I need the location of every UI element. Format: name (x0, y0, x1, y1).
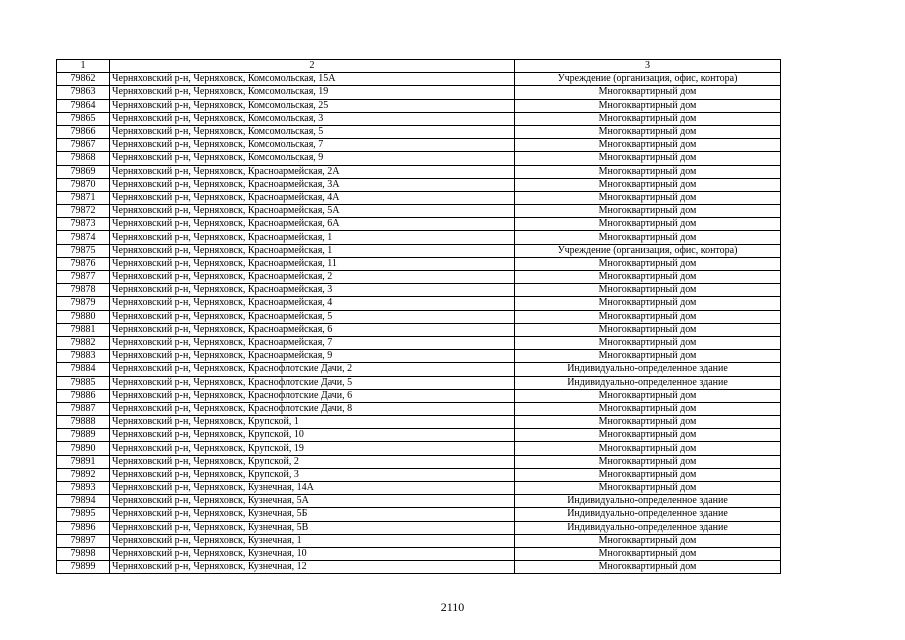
row-building-type: Многоквартирный дом (515, 99, 781, 112)
table-row (57, 271, 781, 284)
row-address: Черняховский р-н, Черняховск, Кузнечная, 10 (110, 547, 515, 560)
row-number: 79871 (57, 191, 110, 204)
row-number: 79895 (57, 508, 110, 521)
row-building-type: Многоквартирный дом (515, 125, 781, 138)
row-address: Черняховский р-н, Черняховск, Красноармейская, 4 (110, 297, 515, 310)
row-address: Черняховский р-н, Черняховск, Крупской, 1 (110, 416, 515, 429)
table-body (57, 60, 781, 574)
row-building-type: Многоквартирный дом (515, 416, 781, 429)
row-address: Черняховский р-н, Черняховск, Кузнечная, 5А (110, 495, 515, 508)
row-building-type: Многоквартирный дом (515, 455, 781, 468)
row-building-type: Многоквартирный дом (515, 389, 781, 402)
row-address: Черняховский р-н, Черняховск, Крупской, 10 (110, 429, 515, 442)
row-building-type: Многоквартирный дом (515, 271, 781, 284)
row-building-type: Многоквартирный дом (515, 231, 781, 244)
row-number: 79892 (57, 468, 110, 481)
table-row (57, 455, 781, 468)
table-row (57, 257, 781, 270)
row-number: 79889 (57, 429, 110, 442)
row-number: 79890 (57, 442, 110, 455)
row-building-type: Многоквартирный дом (515, 468, 781, 481)
table-row (57, 125, 781, 138)
row-address: Черняховский р-н, Черняховск, Красноармейская, 3 (110, 284, 515, 297)
header-col-2: 2 (110, 60, 515, 73)
table-header-row (57, 60, 781, 73)
row-address: Черняховский р-н, Черняховск, Комсомольская, 19 (110, 86, 515, 99)
row-number: 79864 (57, 99, 110, 112)
row-number: 79893 (57, 482, 110, 495)
table-row (57, 284, 781, 297)
row-building-type: Индивидуально-определенное здание (515, 376, 781, 389)
row-building-type: Многоквартирный дом (515, 310, 781, 323)
row-building-type: Многоквартирный дом (515, 402, 781, 415)
row-address: Черняховский р-н, Черняховск, Комсомольская, 3 (110, 112, 515, 125)
row-building-type: Многоквартирный дом (515, 218, 781, 231)
table-row (57, 495, 781, 508)
row-number: 79894 (57, 495, 110, 508)
table-row (57, 363, 781, 376)
row-address: Черняховский р-н, Черняховск, Красноармейская, 1 (110, 231, 515, 244)
table-row (57, 521, 781, 534)
row-building-type: Многоквартирный дом (515, 561, 781, 574)
registry-table (56, 59, 781, 574)
table-row (57, 99, 781, 112)
table-row (57, 244, 781, 257)
row-address: Черняховский р-н, Черняховск, Кузнечная, 1 (110, 534, 515, 547)
table-row (57, 442, 781, 455)
table-row (57, 416, 781, 429)
table-row (57, 482, 781, 495)
row-number: 79880 (57, 310, 110, 323)
row-number: 79862 (57, 73, 110, 86)
row-building-type: Многоквартирный дом (515, 482, 781, 495)
row-address: Черняховский р-н, Черняховск, Красноармейская, 9 (110, 350, 515, 363)
row-building-type: Многоквартирный дом (515, 350, 781, 363)
row-address: Черняховский р-н, Черняховск, Красноармейская, 1 (110, 244, 515, 257)
row-address: Черняховский р-н, Черняховск, Красноармейская, 5 (110, 310, 515, 323)
row-building-type: Многоквартирный дом (515, 284, 781, 297)
row-address: Черняховский р-н, Черняховск, Красноармейская, 4А (110, 191, 515, 204)
row-building-type: Многоквартирный дом (515, 323, 781, 336)
row-number: 79866 (57, 125, 110, 138)
row-address: Черняховский р-н, Черняховск, Краснофлотские Дачи, 6 (110, 389, 515, 402)
table-row (57, 297, 781, 310)
row-number: 79875 (57, 244, 110, 257)
row-number: 79896 (57, 521, 110, 534)
row-address: Черняховский р-н, Черняховск, Красноармейская, 2 (110, 271, 515, 284)
row-building-type: Многоквартирный дом (515, 139, 781, 152)
row-number: 79869 (57, 165, 110, 178)
row-number: 79897 (57, 534, 110, 547)
row-number: 79876 (57, 257, 110, 270)
row-number: 79878 (57, 284, 110, 297)
row-number: 79863 (57, 86, 110, 99)
row-address: Черняховский р-н, Черняховск, Крупской, 2 (110, 455, 515, 468)
row-building-type: Многоквартирный дом (515, 336, 781, 349)
row-building-type: Многоквартирный дом (515, 547, 781, 560)
row-address: Черняховский р-н, Черняховск, Комсомольская, 7 (110, 139, 515, 152)
row-address: Черняховский р-н, Черняховск, Красноармейская, 6 (110, 323, 515, 336)
row-address: Черняховский р-н, Черняховск, Комсомольская, 25 (110, 99, 515, 112)
row-address: Черняховский р-н, Черняховск, Краснофлотские Дачи, 8 (110, 402, 515, 415)
row-number: 79899 (57, 561, 110, 574)
table-row (57, 112, 781, 125)
table-row (57, 323, 781, 336)
row-number: 79868 (57, 152, 110, 165)
table-row (57, 191, 781, 204)
row-address: Черняховский р-н, Черняховск, Красноармейская, 3А (110, 178, 515, 191)
row-address: Черняховский р-н, Черняховск, Комсомольская, 9 (110, 152, 515, 165)
row-building-type: Многоквартирный дом (515, 165, 781, 178)
row-address: Черняховский р-н, Черняховск, Кузнечная, 5В (110, 521, 515, 534)
table-row (57, 547, 781, 560)
row-number: 79879 (57, 297, 110, 310)
table-row (57, 205, 781, 218)
row-number: 79867 (57, 139, 110, 152)
table-row (57, 561, 781, 574)
row-address: Черняховский р-н, Черняховск, Крупской, 3 (110, 468, 515, 481)
row-number: 79891 (57, 455, 110, 468)
page-number: 2110 (440, 600, 465, 614)
row-building-type: Многоквартирный дом (515, 257, 781, 270)
row-number: 79885 (57, 376, 110, 389)
row-number: 79881 (57, 323, 110, 336)
row-number: 79870 (57, 178, 110, 191)
table-row (57, 350, 781, 363)
row-address: Черняховский р-н, Черняховск, Красноармейская, 2А (110, 165, 515, 178)
row-number: 79883 (57, 350, 110, 363)
table-row (57, 139, 781, 152)
row-building-type: Индивидуально-определенное здание (515, 495, 781, 508)
row-address: Черняховский р-н, Черняховск, Красноармейская, 6А (110, 218, 515, 231)
row-address: Черняховский р-н, Черняховск, Кузнечная, 12 (110, 561, 515, 574)
header-col-3: 3 (515, 60, 781, 73)
row-number: 79884 (57, 363, 110, 376)
row-number: 79872 (57, 205, 110, 218)
table-row (57, 165, 781, 178)
table-row (57, 178, 781, 191)
row-building-type: Учреждение (организация, офис, контора) (515, 73, 781, 86)
table-row (57, 429, 781, 442)
row-number: 79888 (57, 416, 110, 429)
header-col-1: 1 (57, 60, 110, 73)
table-row (57, 152, 781, 165)
row-address: Черняховский р-н, Черняховск, Кузнечная, 5Б (110, 508, 515, 521)
row-address: Черняховский р-н, Черняховск, Красноармейская, 11 (110, 257, 515, 270)
table-row (57, 468, 781, 481)
row-number: 79882 (57, 336, 110, 349)
table-row (57, 336, 781, 349)
row-address: Черняховский р-н, Черняховск, Кузнечная, 14А (110, 482, 515, 495)
row-address: Черняховский р-н, Черняховск, Краснофлотские Дачи, 2 (110, 363, 515, 376)
table-row (57, 86, 781, 99)
row-address: Черняховский р-н, Черняховск, Комсомольская, 5 (110, 125, 515, 138)
table-row (57, 389, 781, 402)
row-address: Черняховский р-н, Черняховск, Комсомольская, 15А (110, 73, 515, 86)
row-building-type: Многоквартирный дом (515, 191, 781, 204)
row-building-type: Учреждение (организация, офис, контора) (515, 244, 781, 257)
row-address: Черняховский р-н, Черняховск, Красноармейская, 7 (110, 336, 515, 349)
row-building-type: Индивидуально-определенное здание (515, 508, 781, 521)
table-row (57, 218, 781, 231)
table-row (57, 534, 781, 547)
row-number: 79873 (57, 218, 110, 231)
row-number: 79874 (57, 231, 110, 244)
row-number: 79887 (57, 402, 110, 415)
row-building-type: Многоквартирный дом (515, 86, 781, 99)
table-row (57, 376, 781, 389)
row-number: 79886 (57, 389, 110, 402)
row-number: 79865 (57, 112, 110, 125)
row-building-type: Многоквартирный дом (515, 152, 781, 165)
row-building-type: Многоквартирный дом (515, 429, 781, 442)
row-building-type: Многоквартирный дом (515, 178, 781, 191)
row-address: Черняховский р-н, Черняховск, Крупской, 19 (110, 442, 515, 455)
row-building-type: Индивидуально-определенное здание (515, 363, 781, 376)
table-row (57, 231, 781, 244)
table-row (57, 73, 781, 86)
row-address: Черняховский р-н, Черняховск, Красноармейская, 5А (110, 205, 515, 218)
row-number: 79877 (57, 271, 110, 284)
row-building-type: Многоквартирный дом (515, 442, 781, 455)
row-building-type: Многоквартирный дом (515, 534, 781, 547)
row-address: Черняховский р-н, Черняховск, Краснофлотские Дачи, 5 (110, 376, 515, 389)
row-building-type: Многоквартирный дом (515, 205, 781, 218)
row-building-type: Многоквартирный дом (515, 112, 781, 125)
row-number: 79898 (57, 547, 110, 560)
row-building-type: Многоквартирный дом (515, 297, 781, 310)
table-row (57, 310, 781, 323)
table-row (57, 402, 781, 415)
row-building-type: Индивидуально-определенное здание (515, 521, 781, 534)
table-row (57, 508, 781, 521)
